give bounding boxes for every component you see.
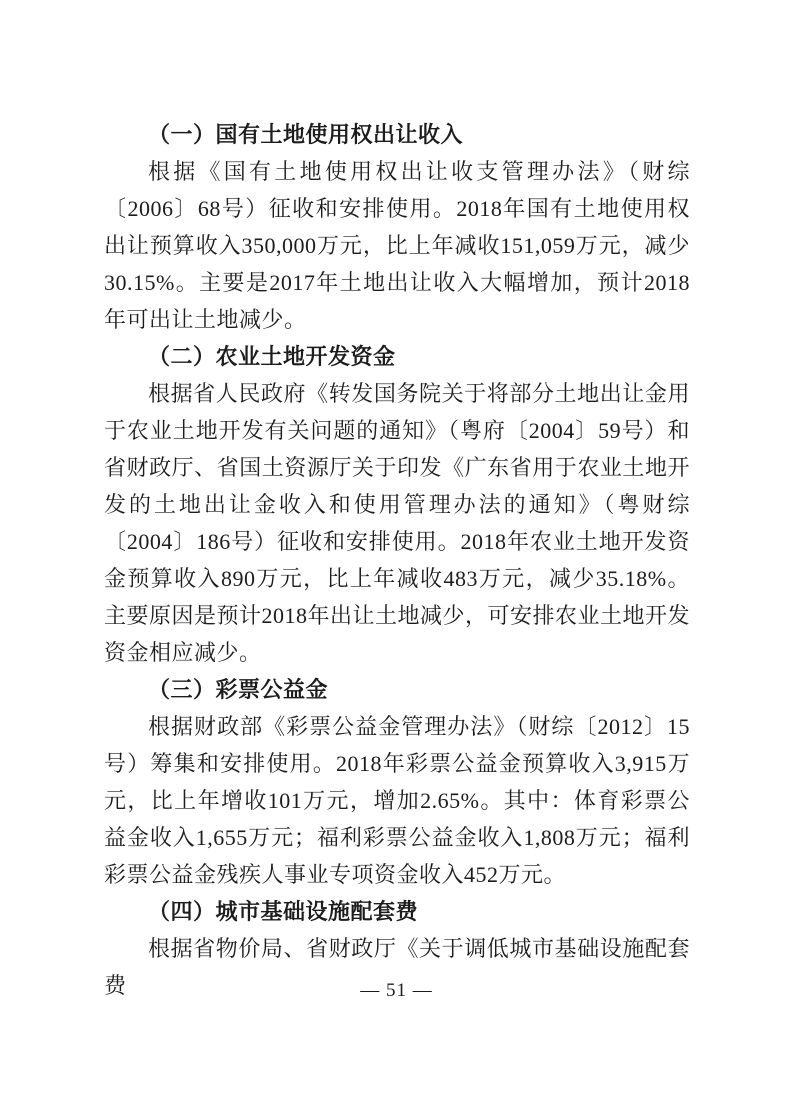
- section-heading: （四）城市基础设施配套费: [148, 899, 419, 924]
- document-content: [104, 116, 690, 1004]
- section-land-transfer-income: [104, 116, 690, 338]
- section-paragraph: 根据省物价局、省财政厅《关于调低城市基础设施配套费: [104, 936, 690, 998]
- section-agricultural-land-fund: [104, 338, 690, 671]
- section-lottery-welfare-fund: [104, 671, 690, 893]
- page-footer: [0, 980, 793, 1002]
- section-heading: （二）农业土地开发资金: [148, 344, 396, 369]
- section-heading: （一）国有土地使用权出让收入: [148, 122, 464, 147]
- section-paragraph: 根据省人民政府《转发国务院关于将部分土地出让金用于农业土地开发有关问题的通知》（粤府〔2004〕59号）和省财政厅、省国土资源厅关于印发《广东省用于农业土地开发的土地出让金收入和使用管理办法的通知》（粤财综〔2004〕186号）征收和安排使用。2018年农业土地开发资金预算收入890万元，比上年减收483万元，减少35.18%。主要原因是预计2018年出让土地减少，可安排农业土地开发资金相应减少。: [104, 381, 691, 665]
- section-paragraph: 根据财政部《彩票公益金管理办法》（财综〔2012〕15号）筹集和安排使用。2018年彩票公益金预算收入3,915万元，比上年增收101万元，增加2.65%。其中：体育彩票公益金收入1,655万元；福利彩票公益金收入1,808万元；福利彩票公益金残疾人事业专项资金收入452万元。: [104, 714, 690, 887]
- section-paragraph: 根据《国有土地使用权出让收支管理办法》（财综〔2006〕68号）征收和安排使用。2018年国有土地使用权出让预算收入350,000万元，比上年减收151,059万元，减少30.15%。主要是2017年土地出让收入大幅增加，预计2018年可出让土地减少。: [104, 159, 690, 332]
- section-heading: （三）彩票公益金: [148, 677, 329, 702]
- page-number: — 51 —: [360, 980, 433, 1001]
